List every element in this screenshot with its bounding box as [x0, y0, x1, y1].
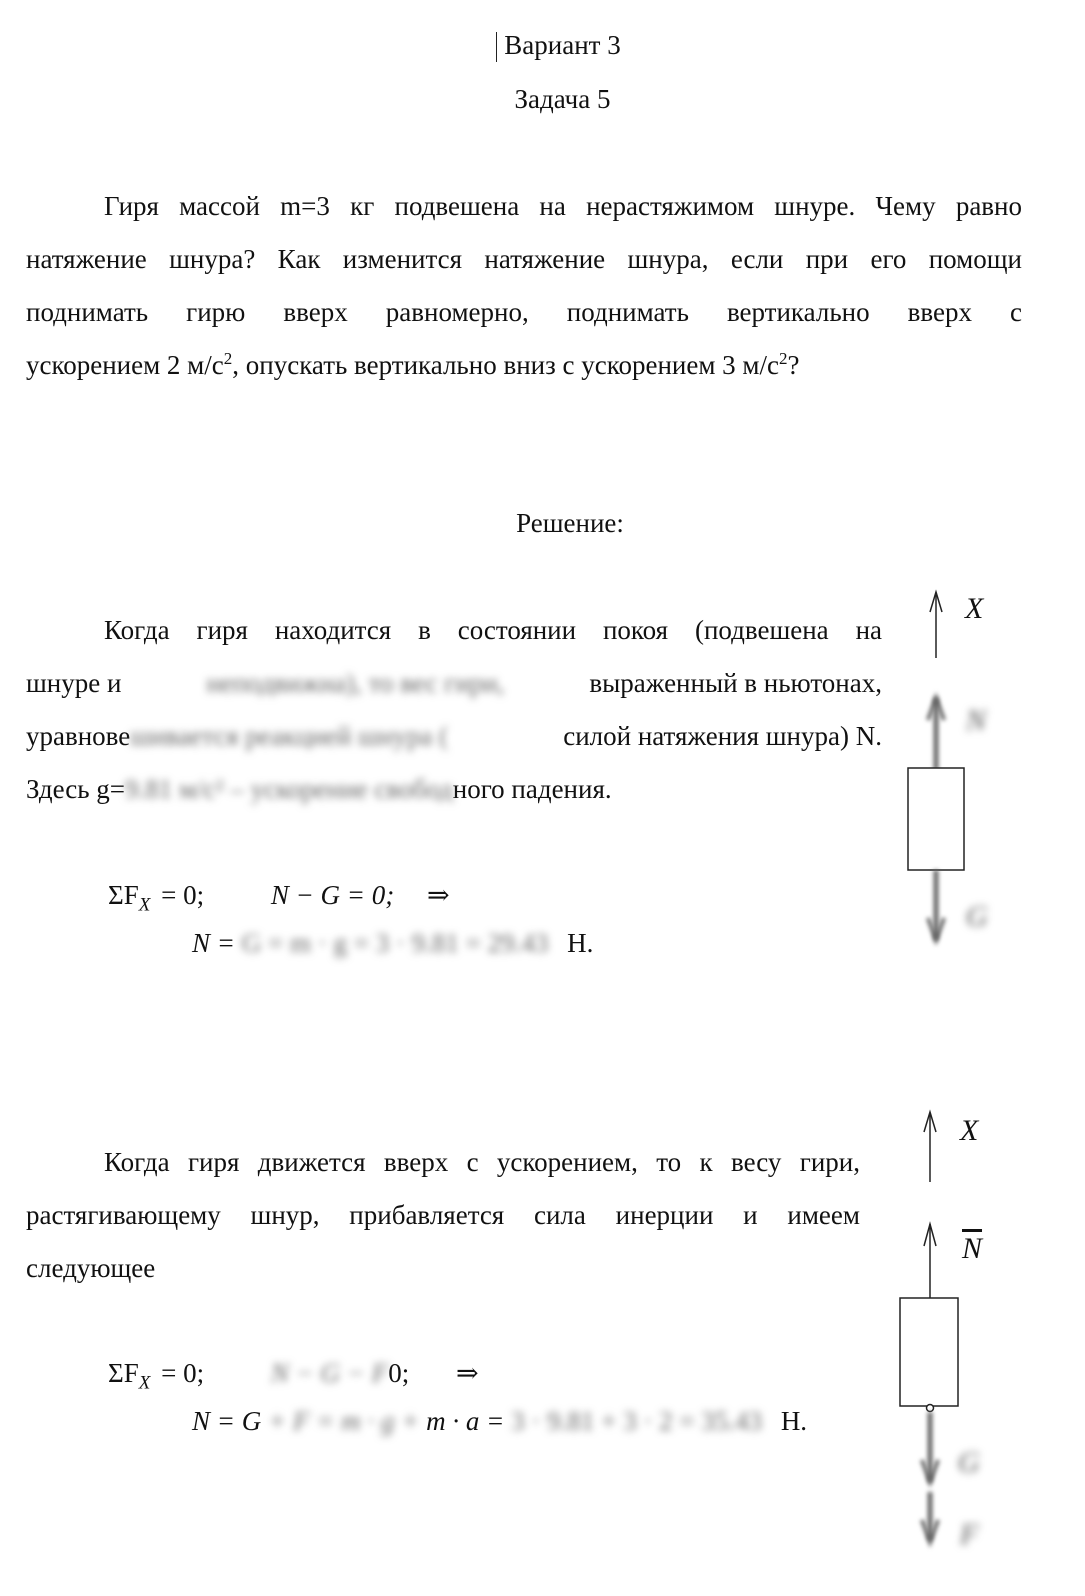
problem-text	[26, 180, 1022, 392]
eq-zero-2: = 0;	[161, 1358, 205, 1388]
implies-symbol: ⇒	[427, 880, 450, 910]
variant-title: Вариант 3	[504, 30, 621, 60]
case2-line-2: растягивающему шнур, прибавляется сила инерции и имеем	[26, 1200, 860, 1230]
case1-line-3b: силой натяжения шнура) N.	[563, 721, 882, 751]
unit-newton: Н.	[567, 928, 594, 958]
problem-line-4b: , опускать вертикально вниз с ускорением 3 м/с	[232, 350, 779, 380]
eq2-left-2: N = G	[192, 1406, 262, 1436]
problem-line-3: поднимать гирю вверх равномерно, поднимать вертикально вверх с	[26, 297, 1022, 327]
case1-force-diagram	[890, 580, 1030, 960]
implies-symbol-2: ⇒	[456, 1358, 479, 1388]
sum-subscript: X	[138, 894, 151, 916]
problem-line-1: Гиря массой m=3 кг подвешена на нерастяжимом шнуре. Чему равно	[104, 191, 1022, 221]
case1-line-2b: выраженный в ньютонах,	[589, 668, 882, 698]
case1-line-3	[26, 710, 882, 763]
sum-symbol-2: ΣF	[108, 1358, 139, 1388]
case2-line-3: следующее	[26, 1253, 156, 1283]
case2-equation-1	[108, 1358, 479, 1394]
case2-force-inertia-label: F	[960, 1518, 979, 1551]
solution-heading: Решение:	[516, 508, 624, 538]
case1-line-4b: ного падения.	[452, 774, 612, 804]
case2-axis-label: X	[960, 1114, 979, 1147]
superscript-1: 2	[223, 349, 233, 368]
eq-balance-tail: 0;	[388, 1358, 410, 1388]
eq2-blurred-a: + F	[267, 1406, 310, 1436]
eq-balance: N − G = 0;	[270, 880, 395, 910]
case1-force-n-label: N	[966, 704, 987, 737]
case2-line-1: Когда гиря движется вверх с ускорением, то к весу гири,	[104, 1147, 860, 1177]
case1-line-2a: шнуре и	[26, 668, 122, 698]
problem-line-2: натяжение шнура? Как изменится натяжение шнура, если при его помощи	[26, 244, 1022, 274]
problem-line-4a: ускорением 2 м/с	[26, 350, 224, 380]
case1-line-1: Когда гиря находится в состоянии покоя (подвешена на	[104, 615, 882, 645]
eq2-blurred-b: = m · g +	[316, 1406, 420, 1436]
case1-line-4-blurred: 9.81 м/с² – ускорение свобод	[125, 774, 453, 804]
case2-force-n-label: $\overline{N}$	[962, 1232, 983, 1265]
case1-line-2-blurred: неподвижна), то вес гири,	[206, 668, 505, 698]
case1-force-g-label: G	[966, 900, 988, 933]
unit-newton-2: Н.	[780, 1406, 808, 1436]
case1-line-4	[26, 763, 882, 816]
case2-text	[26, 1136, 860, 1295]
problem-line-4c: ?	[787, 350, 800, 380]
eq2-blurred-c: 3 · 9.81 + 3 · 2 = 35.43	[511, 1406, 763, 1436]
case1-line-3a: уравнове	[26, 721, 131, 751]
case1-axis-label: X	[965, 592, 984, 625]
case2-force-diagram	[890, 1100, 1030, 1560]
case2-equation-2	[192, 1406, 807, 1437]
eq2-visible: m · a =	[426, 1406, 505, 1436]
case1-line-4a: Здесь g=	[26, 774, 126, 804]
sum-subscript-2: X	[138, 1372, 151, 1394]
eq-zero: = 0;	[161, 880, 205, 910]
eq2-left: N =	[192, 928, 235, 958]
case2-force-g-label: G	[958, 1446, 980, 1479]
case1-equation-1	[108, 880, 450, 916]
case1-line-3-blurred: шивается реакцией шнура (	[130, 721, 449, 751]
case1-equation-2	[192, 928, 593, 959]
case1-line-2	[26, 657, 882, 710]
problem-line-4	[26, 339, 1022, 392]
superscript-2: 2	[779, 349, 788, 368]
case1-text	[26, 604, 882, 816]
eq2-blurred: G = m · g = 3 · 9.81 = 29.43	[241, 928, 549, 958]
sum-symbol: ΣF	[108, 880, 139, 910]
eq-balance-blurred: N − G − F	[270, 1358, 389, 1388]
task-title: Задача 5	[514, 84, 611, 114]
